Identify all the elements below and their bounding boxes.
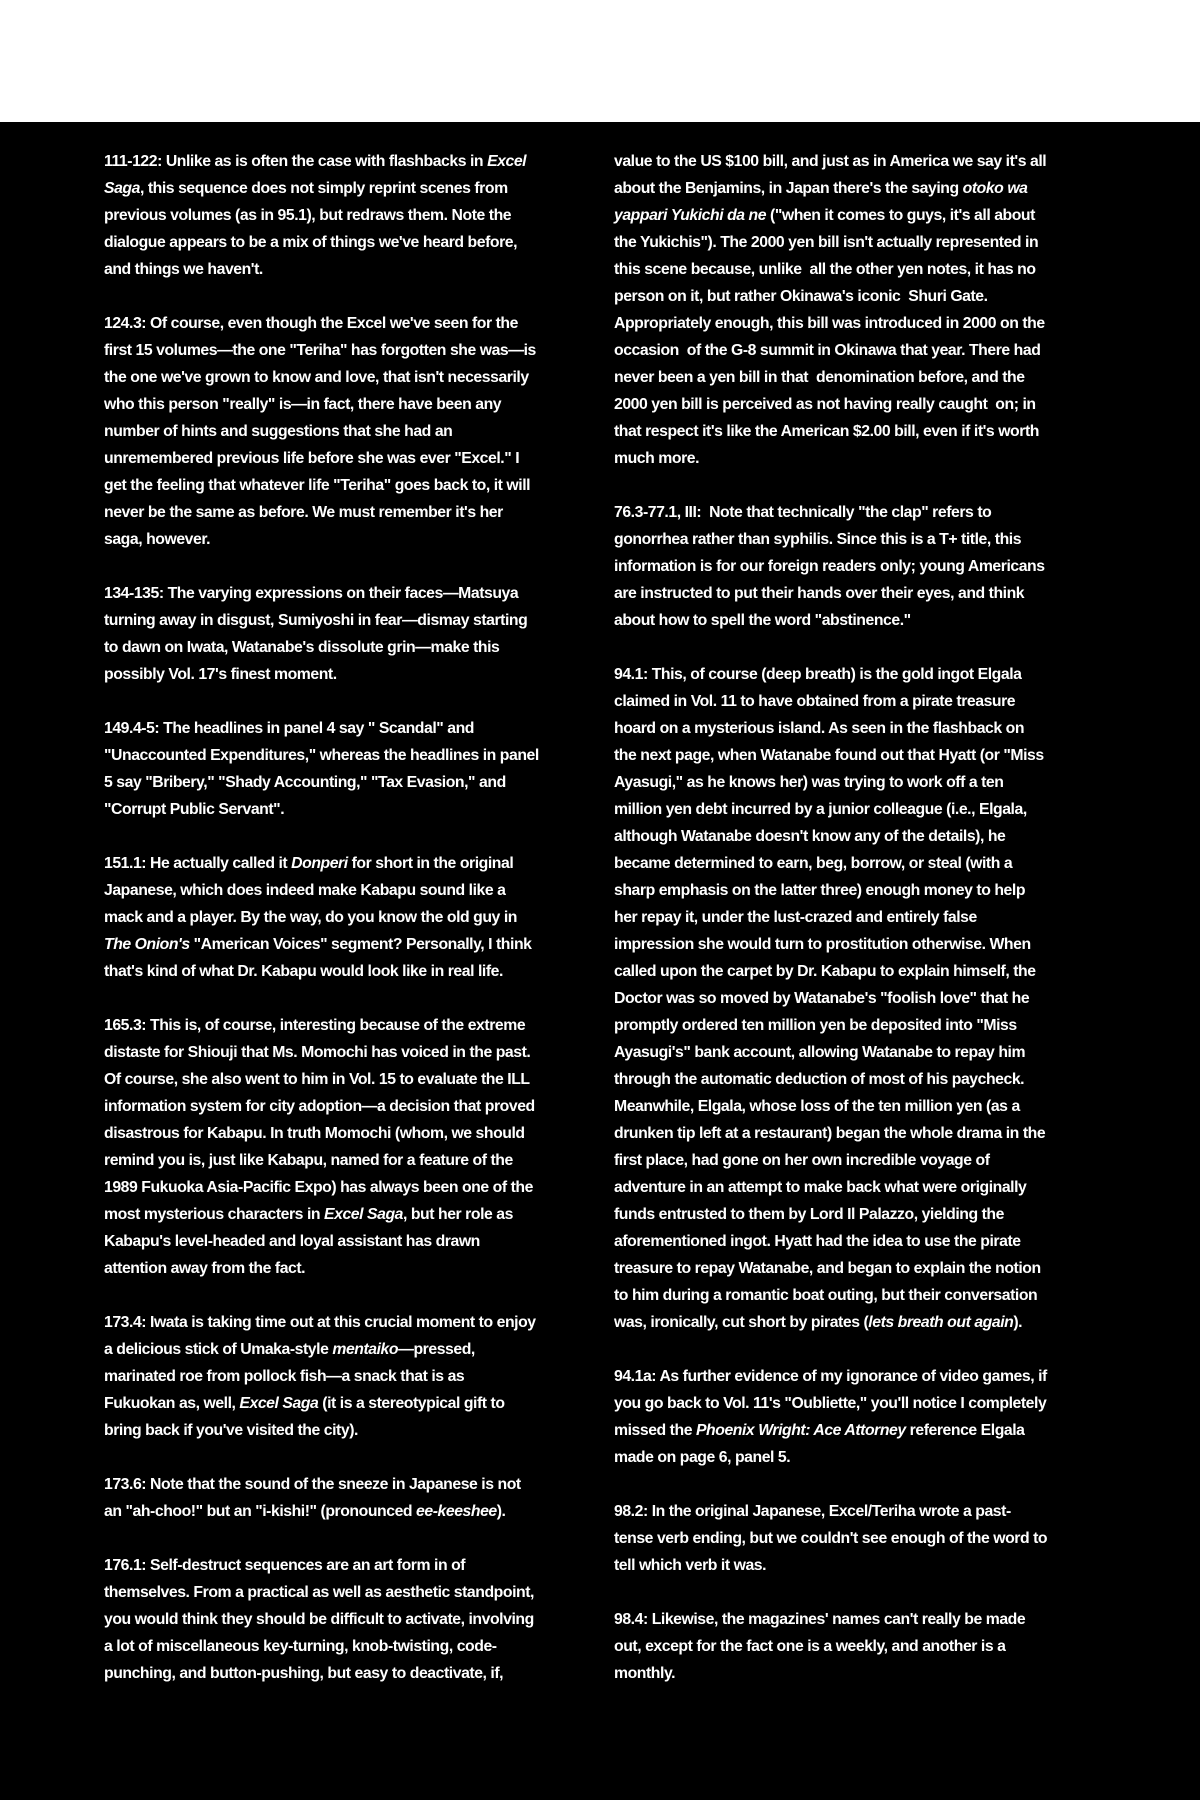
note-173-6: 173.6: Note that the sound of the sneeze in Japanese is not an "ah-choo!" but an "i-kishi!" (pronounced ee-keeshee). xyxy=(104,1476,525,1520)
note-124-3: 124.3: Of course, even though the Excel we've seen for the first 15 volumes—the one "Teriha" has forgotten she was—is the one we've grown to know and love, that isn't necessarily who this person "really" is—in fact, there have been any number of hints and suggestions that she had an unremembered previous life before she was ever "Excel." I get the feeling that whatever life "Teriha" goes back to, it will never be the same as before. We must remember it's her saga, however. xyxy=(104,315,540,548)
note-151-1: 151.1: He actually called it Donperi for short in the original Japanese, which does indeed make Kabapu sound like a mack and a player. By the way, do you know the old guy in The Onion's "American Voices" segment? Personally, I think that's kind of what Dr. Kabapu would look like in real life. xyxy=(104,855,536,980)
note-94-1a: 94.1a: As further evidence of my ignorance of video games, if you go back to Vol. 11's "Oubliette," you'll notice I completely missed the Phoenix Wright: Ace Attorney reference Elgala made on page 6, panel 5. xyxy=(614,1368,1051,1466)
note-111-122: 111-122: Unlike as is often the case with flashbacks in Excel Saga, this sequence does not simply reprint scenes from previous volumes (as in 95.1), but redraws them. Note the dialogue appears to be a mix of things we've heard before, and things we haven't. xyxy=(104,153,531,278)
note-173-4: 173.4: Iwata is taking time out at this crucial moment to enjoy a delicious stick of Umaka-style mentaiko—pressed, marinated roe from pollock fish—a snack that is as Fukuokan as, well, Excel Saga (it is a stereotypical gift to bring back if you've visited the city). xyxy=(104,1314,540,1439)
right-text-column xyxy=(614,148,1052,1714)
note-94-1: 94.1: This, of course (deep breath) is the gold ingot Elgala claimed in Vol. 11 to have obtained from a pirate treasure hoard on a mysterious island. As seen in the flashback on the next page, when Watanabe found out that Hyatt (or "Miss Ayasugi," as he knows her) was trying to work off a ten million yen debt incurred by a junior colleague (i.e., Elgala, although Watanabe doesn't know any of the details), he became determined to earn, beg, borrow, or steal (with a sharp emphasis on the latter three) enough money to help her repay it, under the lust-crazed and entirely false impression she would turn to prostitution otherwise. When called upon the carpet by Dr. Kabapu to explain himself, the Doctor was so moved by Watanabe's "foolish love" that he promptly ordered ten million yen be deposited into "Miss Ayasugi's" bank account, allowing Watanabe to repay him through the automatic deduction of most of his paycheck. Meanwhile, Elgala, whose loss of the ten million yen (as a drunken tip left at a restaurant) began the whole drama in the first place, had gone on her own incredible voyage of adventure in an attempt to make back what were originally funds entrusted to them by Lord Il Palazzo, yielding the aforementioned ingot. Hyatt had the idea to use the pirate treasure to repay Watanabe, and began to explain the notion to him during a romantic boat outing, but their conversation was, ironically, cut short by pirates (lets breath out again). xyxy=(614,666,1050,1331)
note-76-3-77-1: 76.3-77.1, III: Note that technically "the clap" refers to gonorrhea rather than syphilis. Since this is a T+ title, this information is for our foreign readers only; young Americans are instructed to put their hands over their eyes, and think about how to spell the word "abstinence." xyxy=(614,504,1049,629)
note-134-135: 134-135: The varying expressions on their faces—Matsuya turning away in disgust, Sumiyoshi in fear—dismay starting to dawn on Iwata, Watanabe's dissolute grin—make this possibly Vol. 17's finest moment. xyxy=(104,585,532,683)
left-text-column xyxy=(104,148,543,1714)
note-176-1: 176.1: Self-destruct sequences are an art form in of themselves. From a practical as well as aesthetic standpoint, you would think they should be difficult to activate, involving a lot of miscellaneous key-turning, knob-twisting, code-punching, and button-pushing, but easy to deactivate, if, xyxy=(104,1557,538,1682)
note-149-4-5: 149.4-5: The headlines in panel 4 say " Scandal" and "Unaccounted Expenditures," whereas the headlines in panel 5 say "Bribery," "Shady Accounting," "Tax Evasion," and "Corrupt Public Servant". xyxy=(104,720,543,818)
note-165-3: 165.3: This is, of course, interesting because of the extreme distaste for Shiouji that Ms. Momochi has voiced in the past. Of course, she also went to him in Vol. 15 to evaluate the ILL information system for city adoption—a decision that proved disastrous for Kabapu. In truth Momochi (whom, we should remind you is, just like Kabapu, named for a feature of the 1989 Fukuoka Asia-Pacific Expo) has always been one of the most mysterious characters in Excel Saga, but her role as Kabapu's level-headed and loyal assistant has drawn attention away from the fact. xyxy=(104,1017,539,1277)
note-98-2: 98.2: In the original Japanese, Excel/Teriha wrote a past-tense verb ending, but we couldn't see enough of the word to tell which verb it was. xyxy=(614,1503,1052,1574)
note-continued-yen: value to the US $100 bill, and just as in America we say it's all about the Benjamins, in Japan there's the saying otoko wa yappari Yukichi da ne ("when it comes to guys, it's all about the Yukichis"). The 2000 yen bill isn't actually represented in this scene because, unlike all the other yen notes, it has no person on it, but rather Okinawa's iconic Shuri Gate. Appropriately enough, this bill was introduced in 2000 on the occasion of the G-8 summit in Okinawa that year. There had never been a yen bill in that denomination before, and the 2000 yen bill is perceived as not having really caught on; in that respect it's like the American $2.00 bill, even if it's worth much more. xyxy=(614,153,1051,467)
note-98-4: 98.4: Likewise, the magazines' names can't really be made out, except for the fact one is a weekly, and another is a monthly. xyxy=(614,1611,1030,1682)
text-page-panel xyxy=(0,122,1200,1800)
